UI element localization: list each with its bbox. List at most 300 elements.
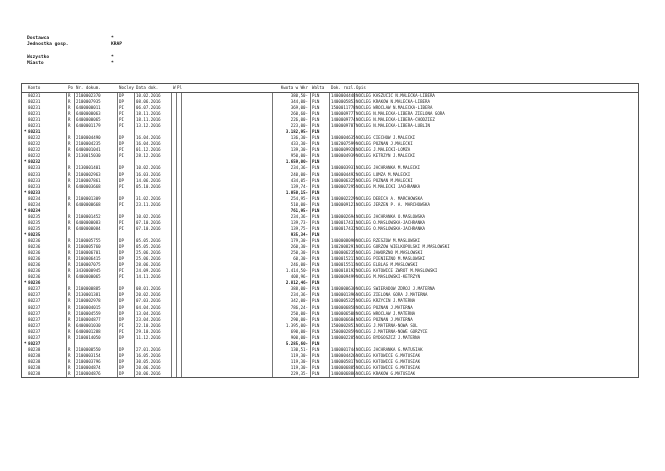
table-header-row [21, 84, 639, 92]
cell-nr-dokum: 2100004015 [76, 304, 101, 310]
cell-waluta: PLN [312, 104, 320, 110]
cell-nocley: DP [119, 316, 124, 322]
col-header-nocley: Nocley [119, 85, 134, 90]
cell-kwota: 690,00- [290, 328, 308, 334]
subtotal-marker: * [24, 159, 27, 165]
cell-dok-rozl: 1400002229 [331, 195, 356, 201]
cell-kwota: 234,36- [290, 213, 308, 219]
col-header-pl: Pl [177, 85, 182, 90]
header-row-jednostka [27, 42, 122, 48]
cell-nocley: PI [119, 201, 124, 207]
cell-nr-dokum: 6400001288 [76, 328, 101, 334]
cell-nocley: PI [119, 268, 124, 274]
cell-kwota: 1.395,00- [285, 322, 308, 328]
cell-waluta: PLN [312, 117, 320, 123]
cell-kwota: 246,00- [290, 262, 308, 268]
cell-nocley: DP [119, 256, 124, 262]
cell-konto: 80238 [28, 346, 41, 352]
cell-po: R [68, 346, 71, 352]
cell-waluta: PLN [312, 195, 320, 201]
header-value: * [111, 54, 114, 60]
cell-kwota: 119,30- [290, 352, 308, 358]
cell-kwota: 1.050,15- [285, 189, 308, 195]
cell-nocley: PI [119, 104, 124, 110]
cell-po: R [68, 183, 71, 189]
cell-kwota: 2.812,46- [285, 280, 308, 286]
cell-po: R [68, 334, 71, 340]
cell-data-dok: 27.01.2016 [136, 346, 161, 352]
cell-data-dok: 29.10.2016 [136, 328, 161, 334]
cell-po: R [68, 165, 71, 171]
cell-nocley: DP [119, 310, 124, 316]
cell-po: R [68, 328, 71, 334]
cell-kwota: 139,73- [290, 219, 308, 225]
cell-po: R [68, 371, 71, 377]
cell-kwota: 369,00- [290, 104, 308, 110]
cell-waluta: PLN [312, 268, 320, 274]
cell-nocley: DP [119, 298, 124, 304]
cell-nocley: PI [119, 322, 124, 328]
cell-konto: 80238 [28, 358, 41, 364]
cell-konto: 80237 [28, 286, 41, 292]
cell-data-dok: 05.05.2016 [136, 244, 161, 250]
cell-nocley: DP [119, 238, 124, 244]
cell-po: R [68, 135, 71, 141]
cell-waluta: PLN [312, 201, 320, 207]
cell-opis: NOCLEG POZNAN J.MALECKI [356, 141, 413, 147]
subtotal-marker: * [24, 280, 27, 286]
cell-dok-rozl: 1400001396 [331, 292, 356, 298]
cell-po: R [68, 304, 71, 310]
cell-po: R [68, 195, 71, 201]
cell-nr-dokum: 2100001452 [76, 213, 101, 219]
cell-nr-dokum: 2100005760 [76, 244, 101, 250]
cell-nr-dokum: 2100007861 [76, 177, 101, 183]
cell-nocley: DP [119, 371, 124, 377]
cell-konto: 80237 [28, 310, 41, 316]
cell-kwota: 510,00- [290, 201, 308, 207]
cell-kwota: 761,95- [290, 207, 308, 213]
cell-nocley: DP [119, 195, 124, 201]
cell-opis: NOCLEG PIENIEZNO M.MASLOWSKI [356, 256, 426, 262]
cell-opis: NOCLEG LOMZA M.MALECKI [356, 171, 411, 177]
cell-kwota: 139,74- [290, 183, 308, 189]
cell-opis: NOCLEG O.MASLOWSKA-JACHRANKA [356, 219, 426, 225]
cell-data-dok: 13.04.2016 [136, 310, 161, 316]
cell-po: R [68, 225, 71, 231]
cell-opis: NOCLEG JAWORZNO M.MASLOWSKI [356, 250, 423, 256]
cell-po: R [68, 238, 71, 244]
col-header-kwota: Kwota w Wkr [280, 85, 308, 90]
cell-kwota: 60,30- [293, 256, 308, 262]
cell-waluta: PLN [312, 310, 320, 316]
cell-nr-dokum: 2100004877 [76, 316, 101, 322]
cell-konto: 80232 [28, 147, 41, 153]
cell-konto: 80232 [28, 159, 41, 165]
cell-nr-dokum: 6400000063 [76, 111, 101, 117]
cell-konto: 80231 [28, 123, 41, 129]
cell-dok-rozl: 1400003931 [331, 165, 356, 171]
cell-dok-rozl: 1500002851 [331, 322, 356, 328]
cell-waluta: PLN [312, 280, 320, 286]
cell-waluta: PLN [312, 213, 320, 219]
cell-opis: NOCLEG KRZYCIN J.MATERNA [356, 298, 416, 304]
cell-nr-dokum: 6400000668 [76, 201, 101, 207]
cell-po: R [68, 262, 71, 268]
cell-waluta: PLN [312, 238, 320, 244]
cell-waluta: PLN [312, 346, 320, 352]
cell-data-dok: 06.07.2016 [136, 104, 161, 110]
cell-opis: NOCLEG KRAKOW G.MATUSIAK [356, 371, 416, 377]
cell-waluta: PLN [312, 153, 320, 159]
cell-opis: NOCLEG N.MALECKA-LIBERA ZIELONA GORA [356, 111, 445, 117]
cell-waluta: PLN [312, 352, 320, 358]
cell-nocley: PI [119, 123, 124, 129]
cell-konto: 80233 [28, 189, 41, 195]
cell-nocley: PI [119, 219, 124, 225]
cell-nr-dokum: 2100000885 [76, 286, 101, 292]
cell-data-dok: 16.05.2016 [136, 352, 161, 358]
cell-konto: 80236 [28, 268, 41, 274]
cell-nocley: DP [119, 244, 124, 250]
cell-konto: 80231 [28, 129, 41, 135]
cell-waluta: PLN [312, 256, 320, 262]
cell-opis: NOCLEG DEBICA A. MARCHOWSKA [356, 195, 423, 201]
cell-dok-rozl: 1400005817 [331, 358, 356, 364]
cell-kwota: 254,95- [290, 195, 308, 201]
cell-nocley: DP [119, 171, 124, 177]
cell-nr-dokum: 2130015030 [76, 153, 101, 159]
cell-nr-dokum: 2100001309 [76, 195, 101, 201]
cell-dok-rozl: 1402008291 [331, 244, 356, 250]
cell-kwota: 786,24- [290, 304, 308, 310]
col-header-walta: Walta [312, 85, 325, 90]
cell-waluta: PLN [312, 274, 320, 280]
cell-opis: NOCLEG KASZUCIC N.MALECKA-LIBERA [356, 92, 435, 98]
cell-kwota: 119,30- [290, 358, 308, 364]
cell-waluta: PLN [312, 171, 320, 177]
cell-waluta: PLN [312, 358, 320, 364]
cell-kwota: 434,05- [290, 177, 308, 183]
cell-po: R [68, 147, 71, 153]
cell-data-dok: 24.09.2016 [136, 268, 161, 274]
cell-dok-rozl: 1400017432 [331, 225, 356, 231]
cell-konto: 80232 [28, 141, 41, 147]
cell-data-dok: 20.06.2016 [136, 371, 161, 377]
cell-po: R [68, 310, 71, 316]
cell-nr-dokum: 2130001401 [76, 165, 101, 171]
cell-opis: NOCLEG KATOWICE G.MATUSIAK [356, 352, 421, 358]
cell-opis: NOCLEG JACHRANKA G.MATUSIAK [356, 346, 423, 352]
cell-data-dok: 01.12.2016 [136, 147, 161, 153]
cell-nocley: DP [119, 98, 124, 104]
cell-nr-dokum: 6400001041 [76, 147, 101, 153]
cell-nocley: DP [119, 213, 124, 219]
cell-waluta: PLN [312, 183, 320, 189]
cell-nr-dokum: 6400000065 [76, 274, 101, 280]
cell-kwota: 408,96- [290, 274, 308, 280]
cell-data-dok: 07.03.2016 [136, 298, 161, 304]
cell-waluta: PLN [312, 225, 320, 231]
cell-data-dok: 16.03.2016 [136, 171, 161, 177]
cell-nr-dokum: 6400000084 [76, 225, 101, 231]
cell-data-dok: 18.11.2016 [136, 117, 161, 123]
table-body [21, 93, 639, 377]
cell-nocley: DP [119, 286, 124, 292]
cell-kwota: 139,30- [290, 147, 308, 153]
cell-data-dok: 20.02.2016 [136, 292, 161, 298]
col-header-po: Po [68, 85, 73, 90]
cell-dok-rozl: 1400006508 [331, 310, 356, 316]
cell-data-dok: 10.02.2016 [136, 213, 161, 219]
cell-nocley: PI [119, 183, 124, 189]
cell-nr-dokum: 2100004874 [76, 365, 101, 370]
cell-nocley: PI [119, 328, 124, 334]
cell-po: R [68, 213, 71, 219]
cell-nr-dokum: 6400003668 [76, 183, 101, 189]
cell-konto: 80231 [28, 111, 41, 117]
cell-konto: 80236 [28, 250, 41, 256]
header-value: KRAP [111, 42, 123, 48]
cell-opis: NOCLEG M.MASLOWSKI-KETRZYN [356, 274, 421, 280]
cell-dok-rozl: 1500011778 [331, 104, 356, 110]
table-row [21, 371, 639, 377]
cell-konto: 80235 [28, 231, 41, 237]
col-header-data-dok: Data dok. [136, 85, 159, 90]
cell-data-dok: 16.04.2016 [136, 141, 161, 147]
cell-opis: NOCLEG POZNAN M.MALECKI [356, 177, 413, 183]
cell-nocley: DP [119, 334, 124, 340]
cell-dok-rozl: 1400009928 [331, 147, 356, 153]
cell-opis: NOCLEG WROCLAW J.MATERNA [356, 310, 416, 316]
cell-waluta: PLN [312, 231, 320, 237]
cell-po: R [68, 292, 71, 298]
cell-konto: 80235 [28, 213, 41, 219]
cell-dok-rozl: 1400008090 [331, 238, 356, 244]
cell-waluta: PLN [312, 147, 320, 153]
cell-nr-dokum: 6400001179 [76, 123, 101, 129]
cell-waluta: PLN [312, 298, 320, 304]
cell-kwota: 3.182,95- [285, 129, 308, 135]
cell-konto: 80233 [28, 165, 41, 171]
cell-data-dok: 07.10.2016 [136, 219, 161, 225]
cell-po: R [68, 274, 71, 280]
cell-kwota: 433,30- [290, 141, 308, 147]
cell-dok-rozl: 1400004448 [331, 92, 356, 98]
cell-data-dok: 10.02.2016 [136, 92, 161, 98]
cell-kwota: 935,34- [290, 231, 308, 237]
report-header [27, 36, 122, 68]
cell-waluta: PLN [312, 292, 320, 298]
cell-konto: 80233 [28, 171, 41, 177]
cell-konto: 80233 [28, 177, 41, 183]
cell-data-dok: 22.10.2016 [136, 322, 161, 328]
cell-dok-rozl: 1400009777 [331, 111, 356, 117]
cell-data-dok: 08.01.2016 [136, 286, 161, 292]
cell-data-dok: 07.10.2016 [136, 225, 161, 231]
cell-nr-dokum: 2100003796 [76, 358, 101, 364]
cell-waluta: PLN [312, 316, 320, 322]
cell-kwota: 179,30- [290, 238, 308, 244]
cell-nr-dokum: 2130001381 [76, 292, 101, 298]
cell-kwota: 223,00- [290, 123, 308, 129]
cell-nr-dokum: 2100004235 [76, 141, 101, 147]
cell-waluta: PLN [312, 207, 320, 213]
cell-data-dok: 28.06.2016 [136, 262, 161, 268]
cell-po: R [68, 316, 71, 322]
cell-waluta: PLN [312, 322, 320, 328]
subtotal-marker: * [24, 340, 27, 346]
cell-opis: NOCLEG WROCLAW N.MALECKA-LIBERA [356, 104, 433, 110]
cell-nocley: DP [119, 352, 124, 358]
cell-dok-rozl: 1400009121 [331, 201, 356, 207]
cell-kwota: 290,00- [290, 316, 308, 322]
cell-dok-rozl: 1400004426 [331, 352, 356, 358]
cell-po: R [68, 365, 71, 370]
cell-opis: NOCLEG N.MALECKA-LIBERA-CHODZIEZ [356, 117, 435, 123]
header-label: Dostawca [27, 36, 50, 41]
cell-konto: 80236 [28, 238, 41, 244]
cell-nocley: PI [119, 111, 124, 117]
cell-dok-rozl: 1400006886 [331, 371, 356, 377]
cell-konto: 80235 [28, 225, 41, 231]
header-label: Miasto [27, 61, 44, 67]
cell-nocley: DP [119, 135, 124, 141]
cell-konto: 80231 [28, 98, 41, 104]
subtotal-marker: * [24, 231, 27, 237]
cell-konto: 80237 [28, 322, 41, 328]
cell-po: R [68, 117, 71, 123]
cell-opis: NOCLEG BYDGOSZCZ J.MATERNA [356, 334, 421, 340]
cell-waluta: PLN [312, 165, 320, 171]
cell-po: R [68, 219, 71, 225]
cell-waluta: PLN [312, 286, 320, 292]
cell-data-dok: 23.04.2016 [136, 316, 161, 322]
cell-konto: 80237 [28, 340, 41, 346]
cell-konto: 80237 [28, 316, 41, 322]
cell-dok-rozl: 1400000630 [331, 286, 356, 292]
cell-nr-dokum: 2100007935 [76, 98, 101, 104]
cell-nocley: DP [119, 358, 124, 364]
cell-waluta: PLN [312, 328, 320, 334]
cell-data-dok: 20.06.2016 [136, 365, 161, 370]
cell-data-dok: 04.04.2016 [136, 304, 161, 310]
cell-dok-rozl: 1400009499 [331, 274, 356, 280]
cell-po: R [68, 177, 71, 183]
cell-kwota: 260,60- [290, 111, 308, 117]
cell-kwota: 388,00- [290, 286, 308, 292]
cell-konto: 80237 [28, 298, 41, 304]
cell-waluta: PLN [312, 135, 320, 141]
cell-opis: NOCLEG J.MALECKI-LOMZA [356, 147, 411, 153]
cell-kwota: 342,00- [290, 298, 308, 304]
cell-nocley: DP [119, 346, 124, 352]
cell-dok-rozl: 1400006858 [331, 304, 356, 310]
cell-opis: NOCLEG KETRZYN J.MALECKI [356, 153, 416, 159]
header-value: * [111, 36, 114, 41]
cell-po: R [68, 358, 71, 364]
cell-opis: NOCLEG POZNAN J.MATERNA [356, 304, 413, 310]
cell-nocley: DP [119, 304, 124, 310]
cell-dok-rozl: 1402007599 [331, 141, 356, 147]
cell-nocley: DP [119, 141, 124, 147]
cell-data-dok: 28.12.2016 [136, 153, 161, 159]
cell-konto: 80234 [28, 195, 41, 201]
cell-nocley: PI [119, 153, 124, 159]
cell-konto: 80234 [28, 201, 41, 207]
cell-nr-dokum: 2100014050 [76, 334, 101, 340]
cell-konto: 80231 [28, 104, 41, 110]
cell-konto: 80237 [28, 292, 41, 298]
cell-nr-dokum: 2100004876 [76, 371, 101, 377]
cell-opis: NOCLEG JACHRANKA O.MASLOWSKA [356, 213, 426, 219]
cell-data-dok: 25.06.2016 [136, 250, 161, 256]
cell-data-dok: 30.05.2016 [136, 358, 161, 364]
cell-opis: NOCLEG GORZOW WIELKOPOLSKI M.MASLOWSKI [356, 244, 450, 250]
cell-konto: 80238 [28, 365, 41, 370]
cell-dok-rozl: 1400006235 [331, 250, 356, 256]
cell-po: R [68, 244, 71, 250]
cell-dok-rozl: 1400004635 [331, 135, 356, 141]
cell-nr-dokum: 2100002370 [76, 92, 101, 98]
cell-nocley: PI [119, 274, 124, 280]
cell-nr-dokum: 2100003154 [76, 352, 101, 358]
cell-po: R [68, 256, 71, 262]
cell-waluta: PLN [312, 141, 320, 147]
cell-dok-rozl: 1400005325 [331, 298, 356, 304]
cell-po: R [68, 298, 71, 304]
cell-data-dok: 05.05.2016 [136, 238, 161, 244]
cell-dok-rozl: 1400006684 [331, 316, 356, 322]
cell-kwota: 234,36- [290, 165, 308, 171]
cell-opis: NOCLEG CIECHOW J.MALECKI [356, 135, 416, 141]
cell-data-dok: 11.12.2016 [136, 334, 161, 340]
cell-dok-rozl: 1400009774 [331, 117, 356, 123]
cell-dok-rozl: 1400015211 [331, 256, 356, 262]
cell-opis: NOCLEG JACHRANKA M.MALECKI [356, 165, 421, 171]
cell-konto: 80237 [28, 334, 41, 340]
cell-kwota: 234,36- [290, 292, 308, 298]
cell-nocley: PI [119, 225, 124, 231]
header-label: Wszystko [27, 54, 50, 60]
cell-opis: NOCLEG KATOWICE G.MATUSIAK [356, 365, 421, 370]
cell-opis: NOCLEG POZNAN J.MATERNA [356, 316, 413, 322]
cell-dok-rozl: 1400018192 [331, 268, 356, 274]
cell-data-dok: 05.10.2016 [136, 183, 161, 189]
cell-kwota: 1.659,00- [285, 159, 308, 165]
cell-data-dok: 14.11.2016 [136, 274, 161, 280]
col-header-dok-rozl: Dok. rozl. [331, 85, 356, 90]
document-table [21, 83, 639, 378]
cell-po: R [68, 286, 71, 292]
cell-po: R [68, 123, 71, 129]
cell-dok-rozl: 1400002285 [331, 334, 356, 340]
cell-waluta: PLN [312, 262, 320, 268]
cell-data-dok: 16.04.2016 [136, 135, 161, 141]
cell-po: R [68, 104, 71, 110]
cell-dok-rozl: 1400004492 [331, 171, 356, 177]
cell-nr-dokum: 6400000011 [76, 104, 101, 110]
cell-nr-dokum: 2100002963 [76, 171, 101, 177]
cell-waluta: PLN [312, 177, 320, 183]
subtotal-marker: * [24, 207, 27, 213]
cell-opis: NOCLEG J.MATERNA-NOWE GORZYCE [356, 328, 428, 334]
cell-opis: NOCLEG O.MASLOWSKA-JACHRANKA [356, 225, 426, 231]
cell-nocley: DP [119, 177, 124, 183]
cell-kwota: 250,30- [290, 250, 308, 256]
cell-nr-dokum: 2100005755 [76, 238, 101, 244]
cell-konto: 80231 [28, 92, 41, 98]
